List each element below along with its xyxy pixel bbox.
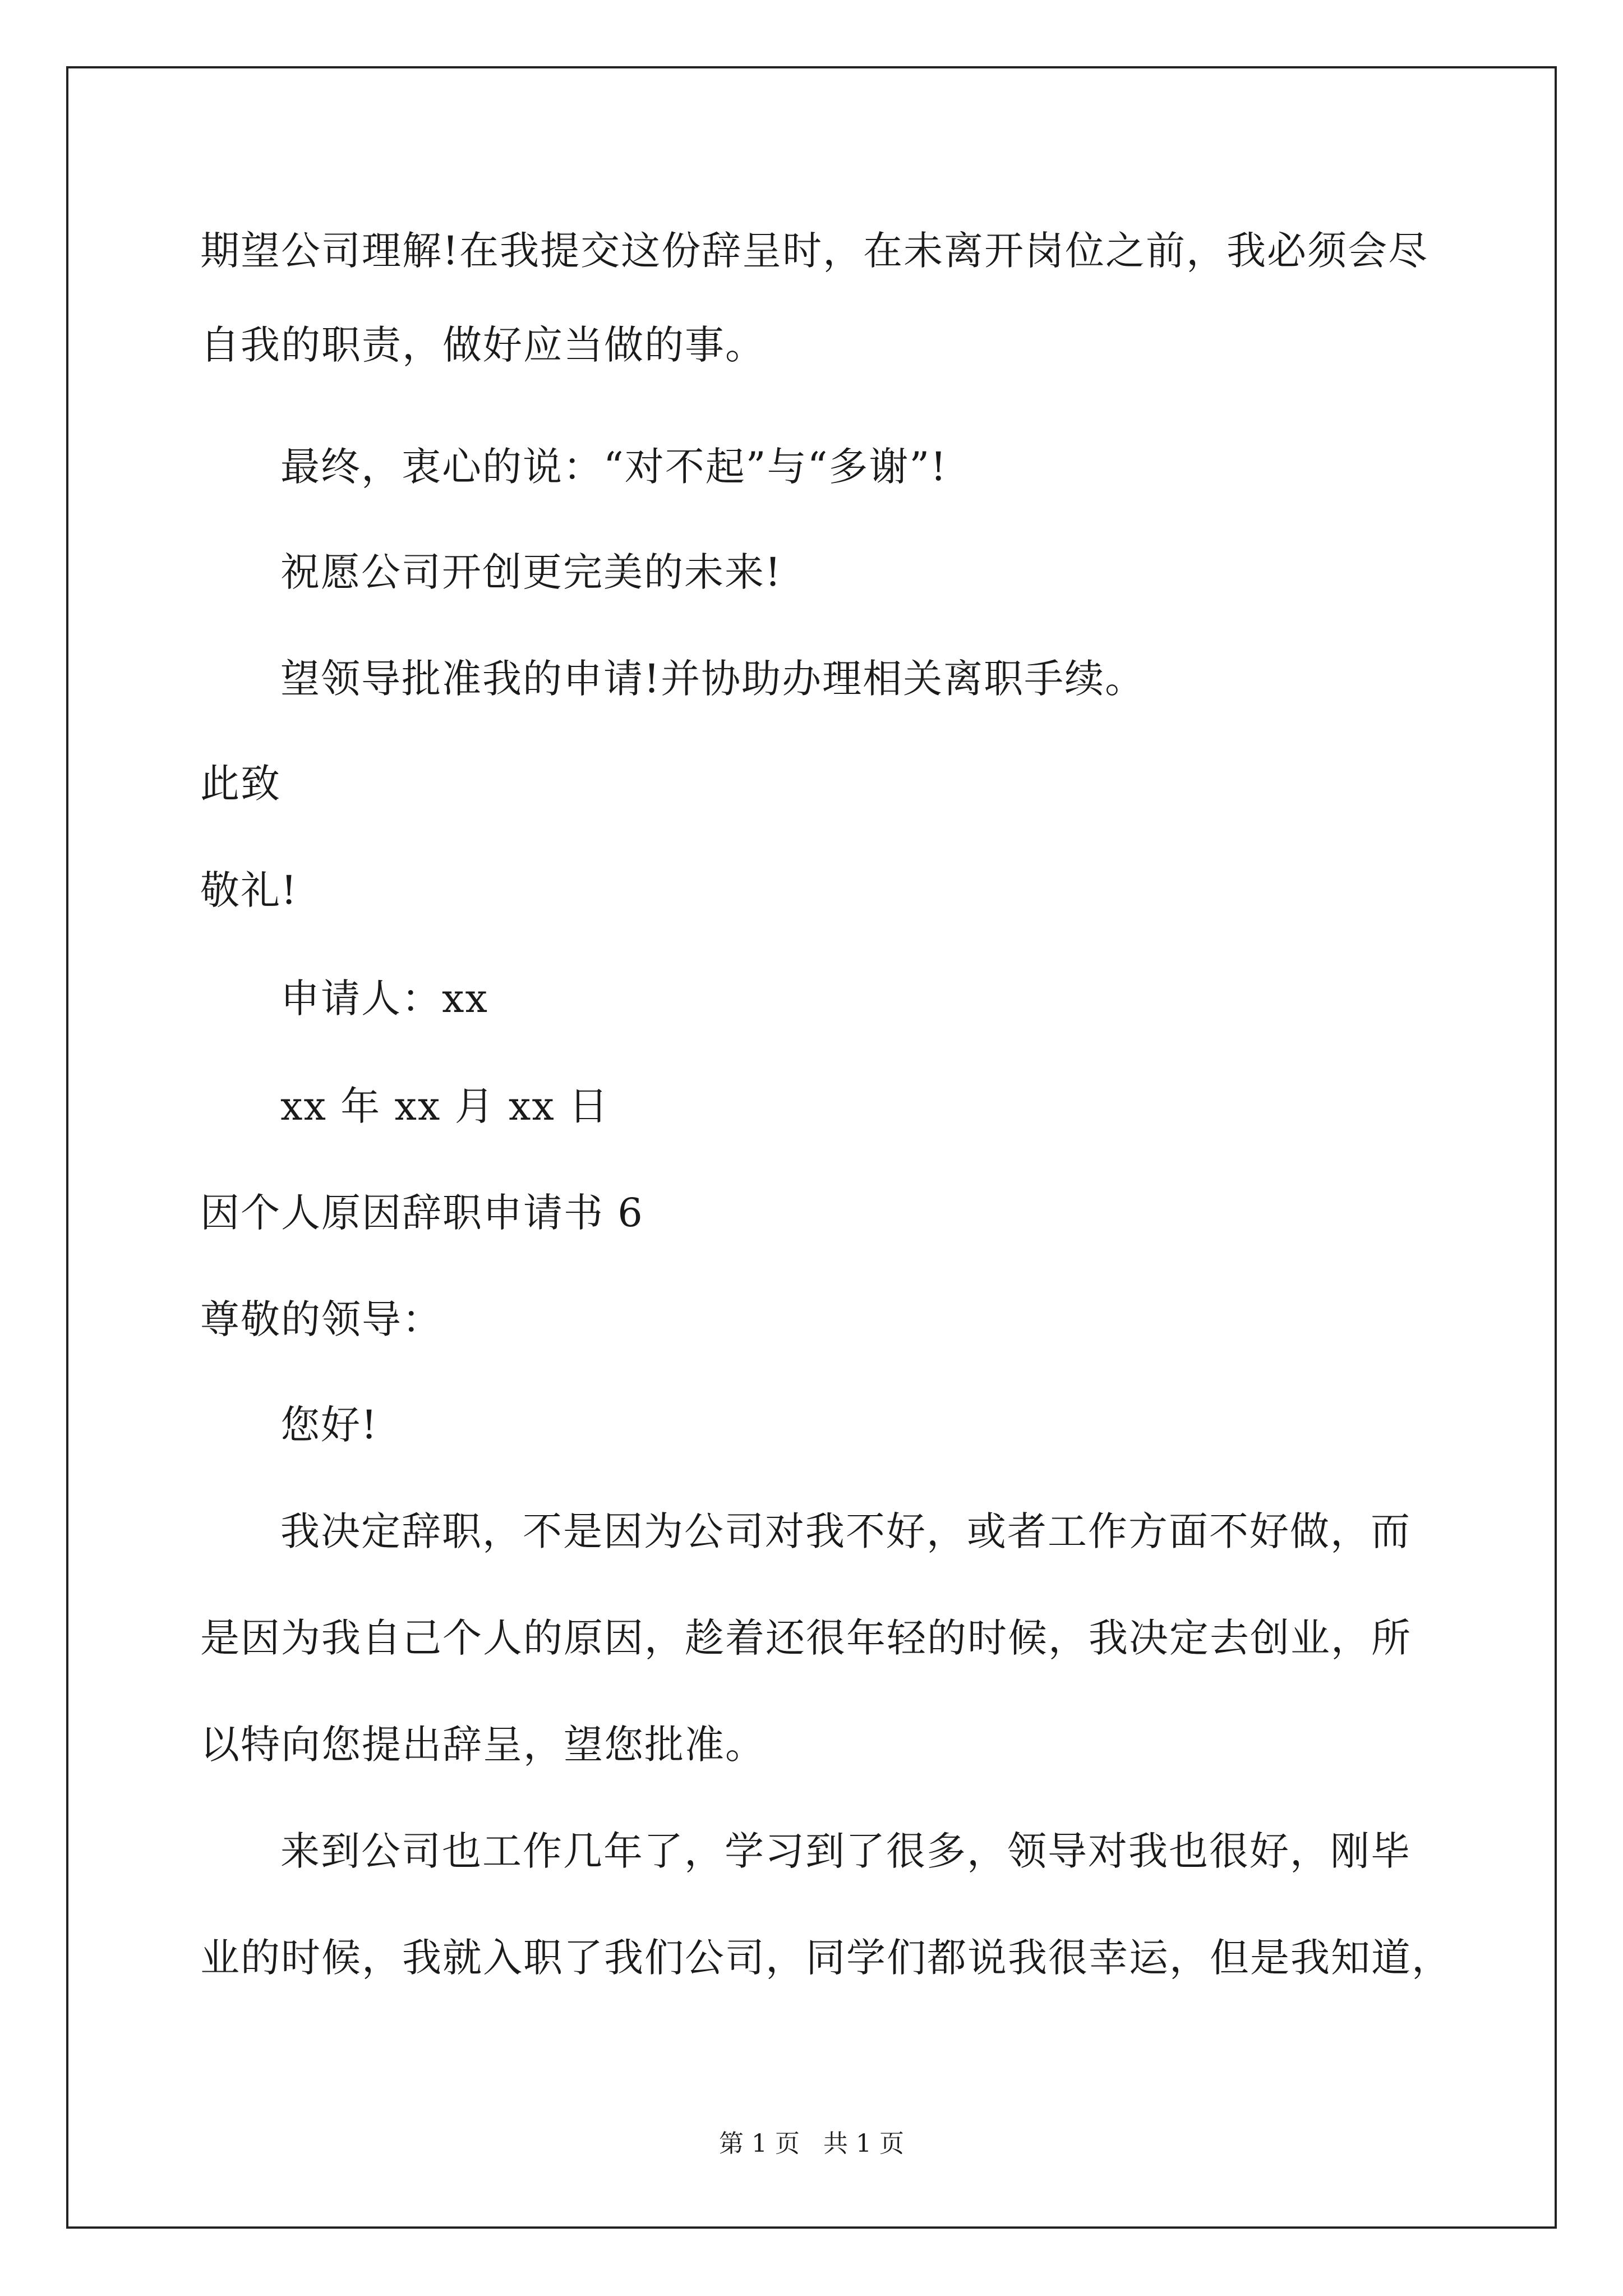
body-text-line: 期望公司理解!在我提交这份辞呈时，在未离开岗位之前，我必须会尽	[200, 228, 1429, 274]
greeting: 您好!	[280, 1402, 379, 1448]
body-text-line: 我决定辞职，不是因为公司对我不好，或者工作方面不好做，而	[280, 1508, 1411, 1554]
closing-salutation: 此致	[200, 761, 281, 807]
closing-regards: 敬礼!	[200, 867, 298, 913]
body-text-line: 来到公司也工作几年了，学习到了很多，领导对我也很好，刚毕	[280, 1828, 1411, 1874]
page-border	[66, 66, 1557, 2229]
body-text-line: 最终，衷心的说：“对不起”与“多谢”!	[280, 444, 948, 490]
body-text-line: 自我的职责，做好应当做的事。	[200, 322, 766, 368]
section-heading: 因个人原因辞职申请书 6	[200, 1190, 644, 1236]
body-text-line: 业的时候，我就入职了我们公司，同学们都说我很幸运，但是我知道，	[200, 1935, 1452, 1981]
signature-date: xx 年 xx 月 xx 日	[280, 1083, 610, 1129]
body-text-line: 以特向您提出辞呈，望您批准。	[200, 1722, 766, 1768]
body-text-line: 望领导批准我的申请!并协助办理相关离职手续。	[280, 656, 1146, 702]
letter-salutation: 尊敬的领导：	[200, 1296, 442, 1342]
body-text-line: 是因为我自己个人的原因，趁着还很年轻的时候，我决定去创业，所	[200, 1615, 1412, 1661]
body-text-line: 祝愿公司开创更完美的未来!	[280, 549, 782, 595]
page-footer: 第 1 页 共 1 页	[719, 2129, 904, 2158]
applicant-signature: 申请人：xx	[280, 976, 488, 1022]
